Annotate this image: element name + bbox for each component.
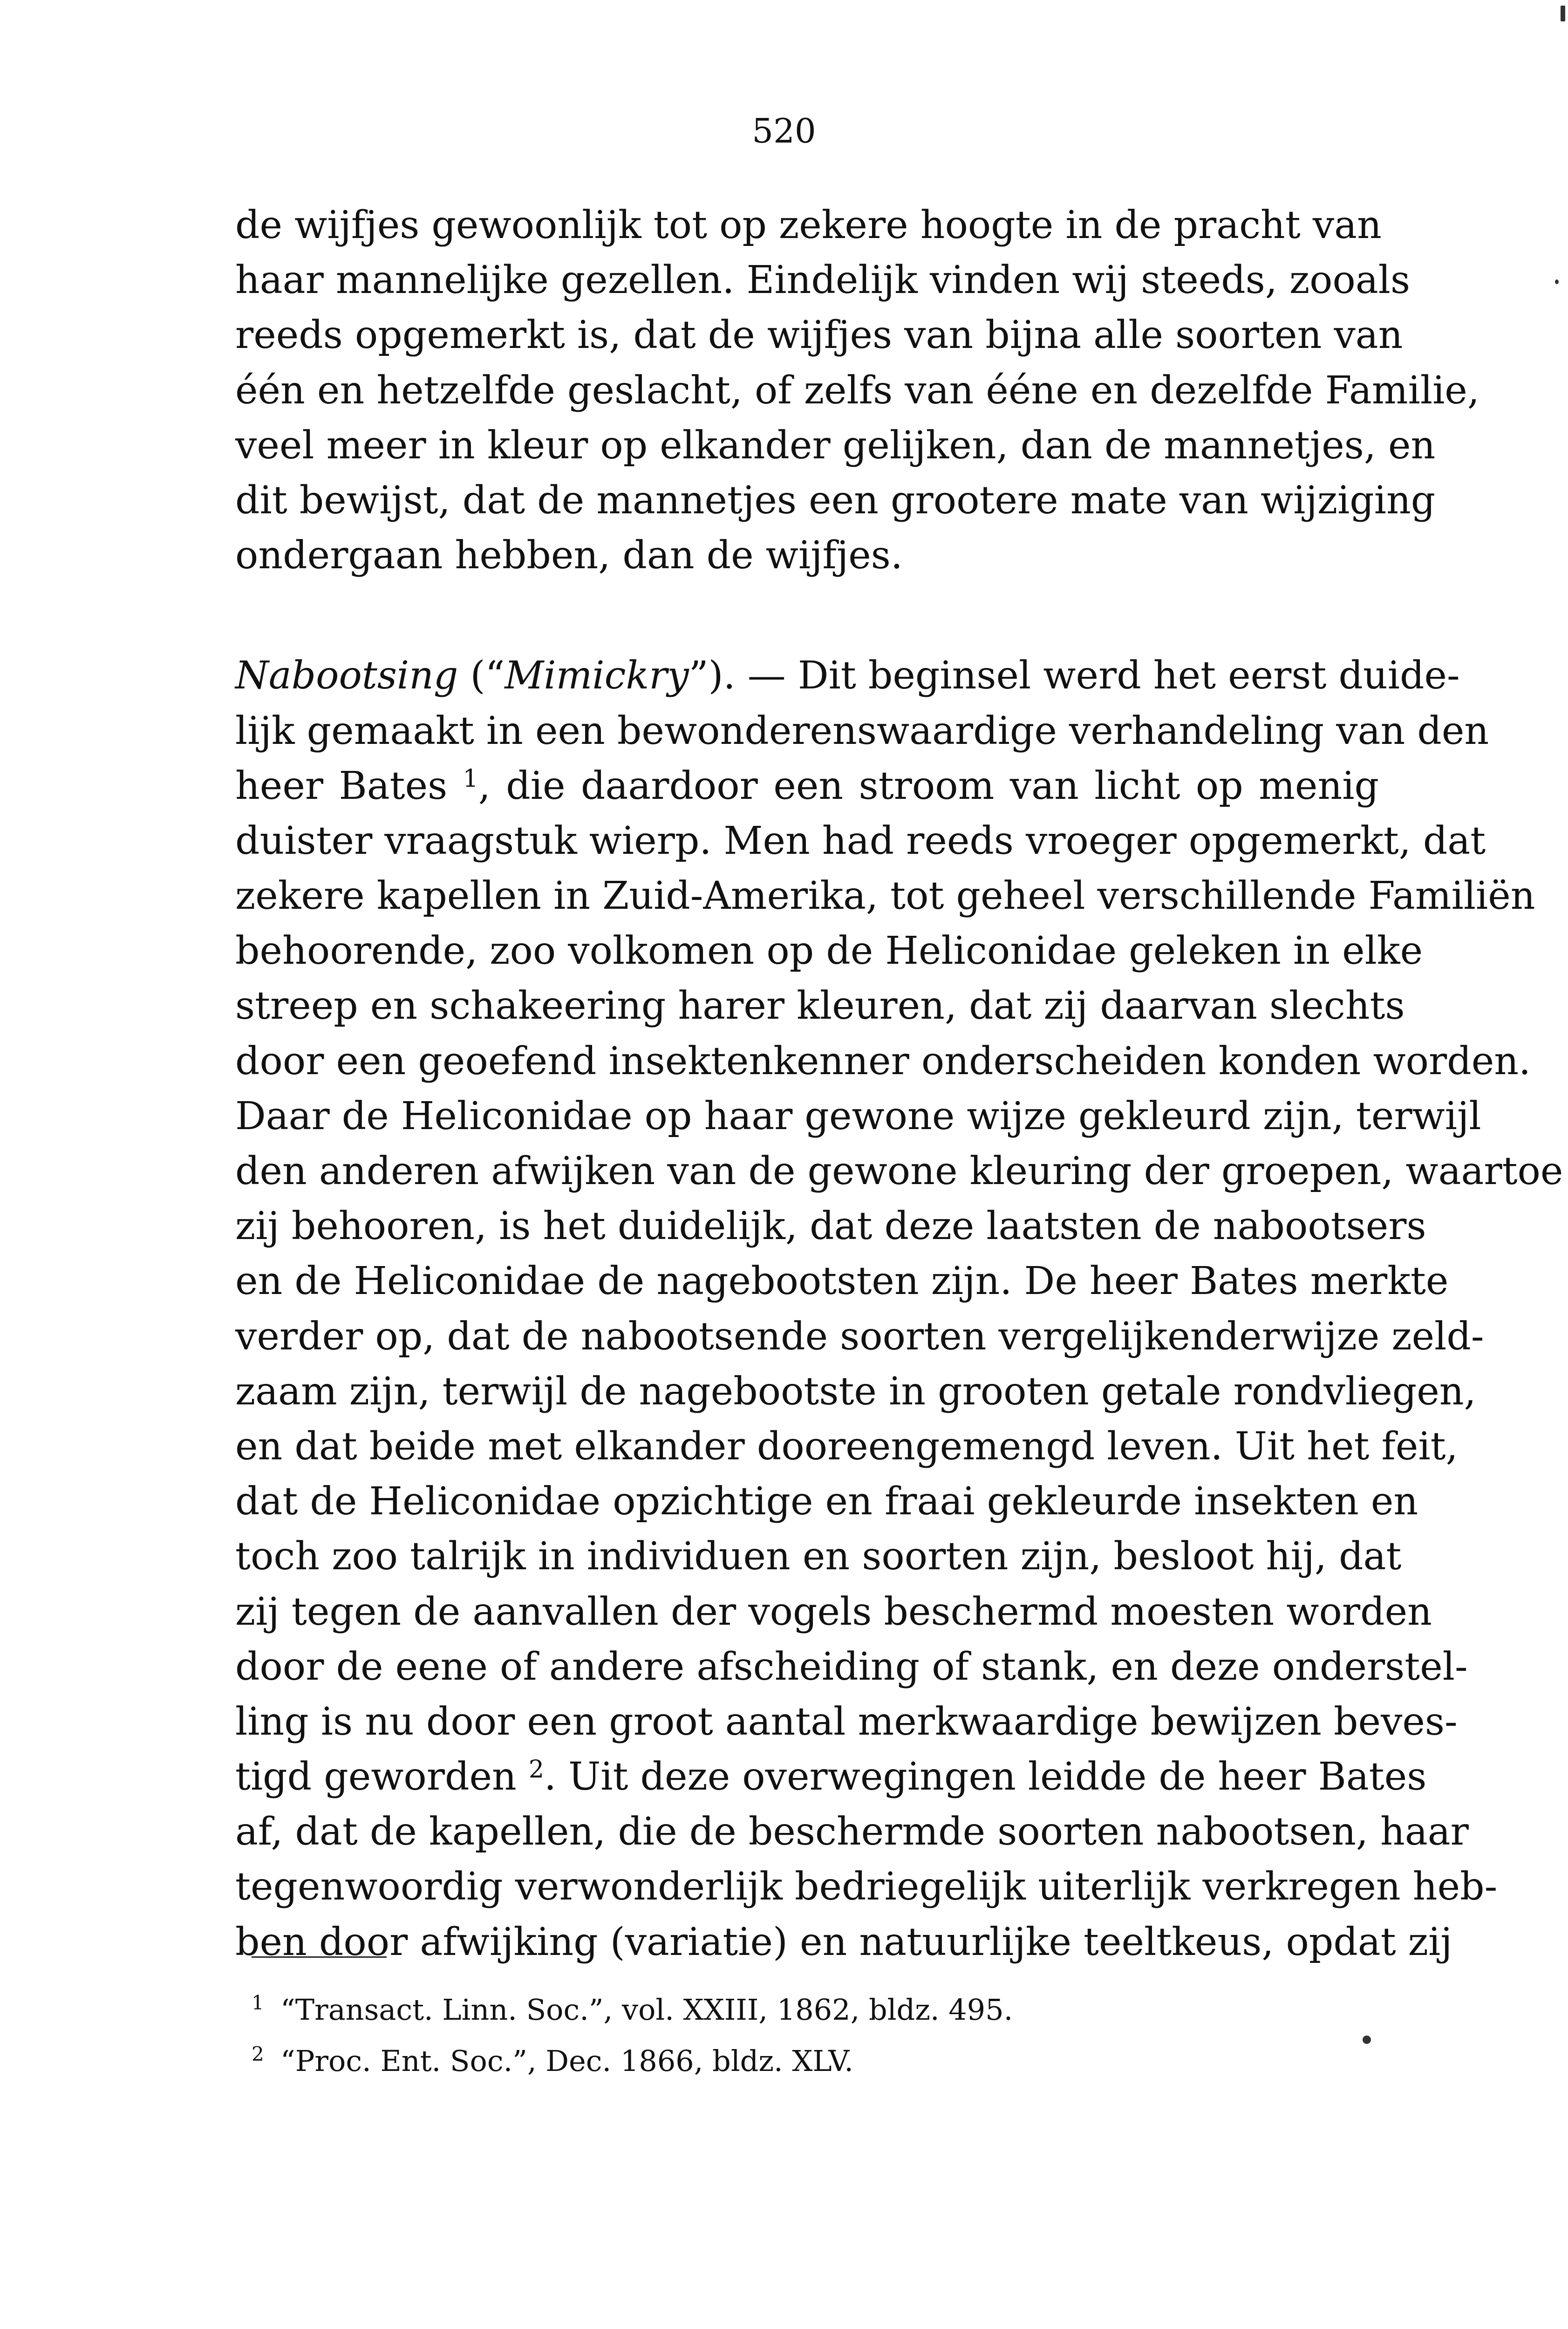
text-line-with-footnote-ref [235, 759, 1379, 814]
text-line-rest: — Dit beginsel werd het eerst duide- [735, 654, 1460, 698]
text-line: door de eene of andere afscheiding of stank, en deze onderstel- [235, 1644, 1468, 1689]
text-line-heading [235, 648, 1460, 703]
footnote-separator [252, 1956, 387, 1958]
text-line: zij tegen de aanvallen der vogels beschermd moesten worden [235, 1589, 1432, 1634]
text-line: de wijfjes gewoonlijk tot op zekere hoogte in de pracht van [235, 203, 1382, 247]
text-line: ben door afwijking (variatie) en natuurlijke teeltkeus, opdat zij [235, 1920, 1452, 1964]
body-text [235, 198, 1563, 1970]
text-fragment: heer Bates [235, 763, 463, 808]
paragraph-sexual-coloration [235, 198, 1479, 583]
text-line: ling is nu door een groot aantal merkwaardige bewijzen beves- [235, 1699, 1458, 1744]
footnotes [252, 1984, 1323, 2087]
text-fragment: . Uit deze overwegingen leidde de heer Bates [544, 1755, 1427, 1799]
text-line: Daar de Heliconidae op haar gewone wijze gekleurd zijn, terwijl [235, 1094, 1481, 1138]
text-line: behoorende, zoo volkomen op de Heliconidae geleken in elke [235, 929, 1423, 974]
section-lead-term: Nabootsing [235, 654, 458, 698]
paragraph-spacer [235, 583, 1379, 648]
text-line: ondergaan hebben, dan de wijfjes. [235, 533, 903, 578]
text-line: streep en schakeering harer kleuren, dat zij daarvan slechts [235, 984, 1405, 1028]
text-line: veel meer in kleur op elkander gelijken, dan de mannetjes, en [235, 423, 1436, 468]
text-line: tegenwoordig verwonderlijk bedriegelijk uiterlijk verkregen heb- [235, 1865, 1498, 1909]
text-line: toch zoo talrijk in individuen en soorten zijn, besloot hij, dat [235, 1534, 1402, 1579]
paragraph-mimicry [235, 648, 1563, 1970]
footnote-text: “Transact. Linn. Soc.”, vol. XXIII, 1862, bldz. 495. [280, 1993, 1013, 2027]
scan-speck [1561, 6, 1565, 21]
scan-speck [1363, 2036, 1371, 2044]
text-line: den anderen afwijken van de gewone kleuring der groepen, waartoe [235, 1149, 1563, 1193]
text-line: verder op, dat de nabootsende soorten vergelijkenderwijze zeld- [235, 1314, 1484, 1359]
text-line: dat de Heliconidae opzichtige en fraai gekleurde insekten en [235, 1479, 1418, 1524]
text-line: af, dat de kapellen, die de beschermde soorten nabootsen, haar [235, 1810, 1469, 1854]
text-line: door een geoefend insektenkenner onderscheiden konden worden. [235, 1039, 1531, 1083]
text-line: lijk gemaakt in een bewonderenswaardige verhandeling van den [235, 708, 1489, 753]
footnote-ref-1: 1 [463, 764, 478, 793]
text-line: duister vraagstuk wierp. Men had reeds vroeger opgemerkt, dat [235, 818, 1486, 863]
text-line: één en hetzelfde geslacht, of zelfs van ééne en dezelfde Familie, [235, 368, 1479, 413]
text-line: en de Heliconidae de nagebootsten zijn. De heer Bates merkte [235, 1259, 1449, 1304]
scan-speck [1555, 279, 1559, 284]
text-line: zaam zijn, terwijl de nagebootste in grooten getale rondvliegen, [235, 1369, 1476, 1414]
text-fragment: tigd geworden [235, 1755, 529, 1799]
text-line: zij behooren, is het duidelijk, dat deze laatsten de nabootsers [235, 1204, 1426, 1249]
text-line: zekere kapellen in Zuid-Amerika, tot geheel verschillende Familiën [235, 874, 1535, 919]
text-line: dit bewijst, dat de mannetjes een grootere mate van wijziging [235, 478, 1436, 523]
section-lead-open: (“ [458, 654, 505, 698]
text-line: en dat beide met elkander dooreengemengd leven. Uit het feit, [235, 1424, 1458, 1469]
footnote-ref-2: 2 [528, 1756, 544, 1784]
text-line: reeds opgemerkt is, dat de wijfjes van bijna alle soorten van [235, 313, 1403, 358]
section-lead-term-english: Mimickry [504, 654, 689, 698]
text-line-with-footnote-ref [235, 1750, 1427, 1805]
section-lead-close: ”). [689, 654, 736, 698]
text-line: haar mannelijke gezellen. Eindelijk vinden wij steeds, zooals [235, 258, 1411, 303]
footnote-1: 1 “Transact. Linn. Soc.”, vol. XXIII, 1862, bldz. 495. [252, 1991, 1013, 2027]
footnote-2: 2 “Proc. Ent. Soc.”, Dec. 1866, bldz. XLV. [252, 2043, 854, 2078]
text-fragment: , die daardoor een stroom van licht op menig [478, 763, 1379, 808]
page-number: 520 [752, 111, 816, 150]
footnote-text: “Proc. Ent. Soc.”, Dec. 1866, bldz. XLV. [280, 2044, 854, 2078]
